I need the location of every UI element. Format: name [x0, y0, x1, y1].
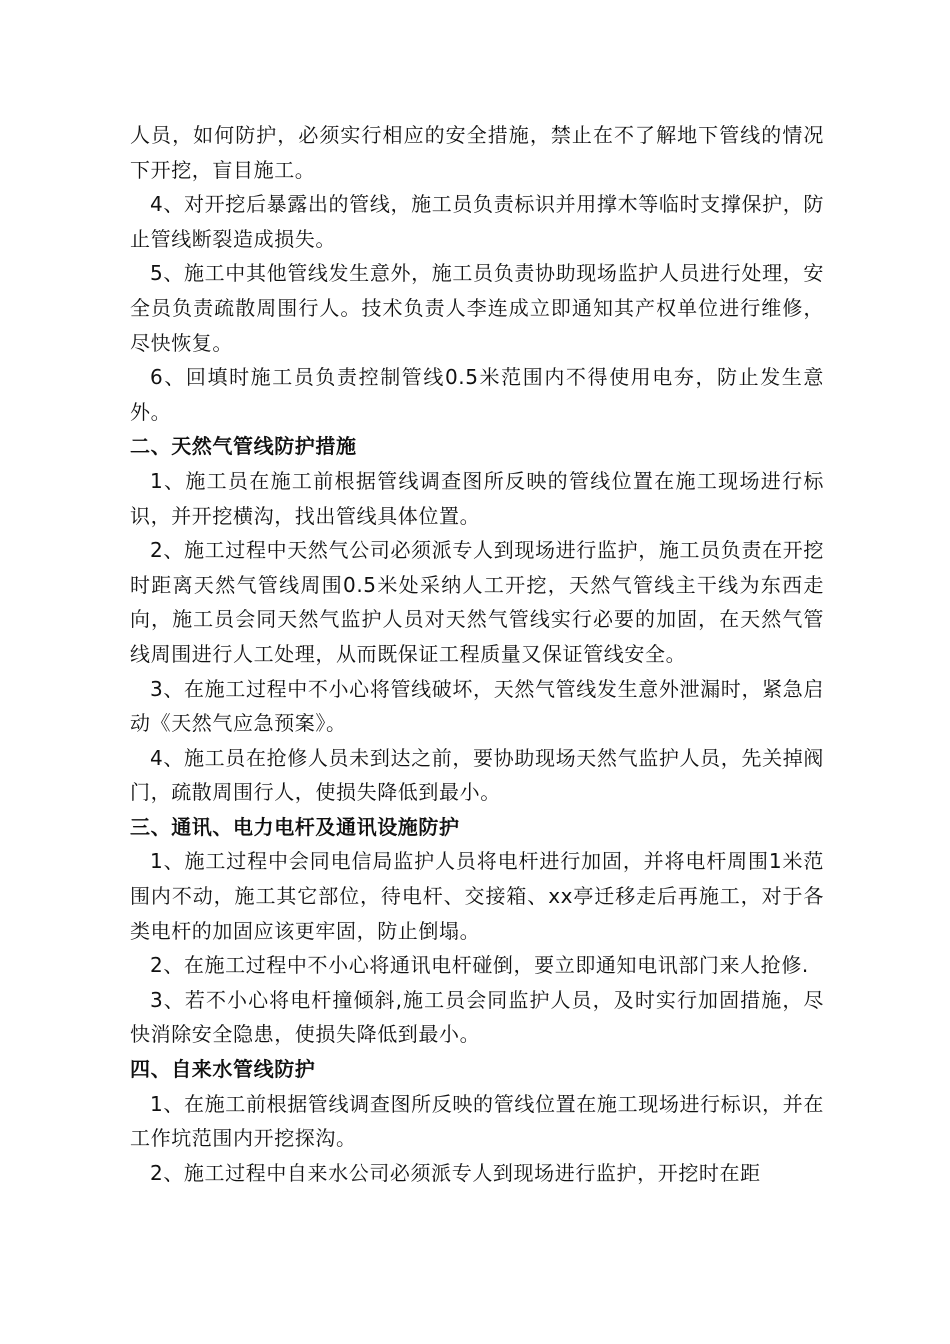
paragraph: 人员，如何防护，必须实行相应的安全措施，禁止在不了解地下管线的情况下开挖，盲目施工。	[130, 123, 824, 182]
paragraph: 2、在施工过程中不小心将通讯电杆碰倒，要立即通知电讯部门来人抢修.	[150, 953, 809, 978]
paragraph: 1、在施工前根据管线调查图所反映的管线位置在施工现场进行标识，并在工作坑范围内开挖探沟。	[130, 1091, 824, 1151]
paragraph: 5、施工中其他管线发生意外，施工员负责协助现场监护人员进行处理，安全员负责疏散周围行人。技术负责人李连成立即通知其产权单位进行维修，尽快恢复。	[130, 261, 824, 355]
paragraph: 2、施工过程中天然气公司必须派专人到现场进行监护，施工员负责在开挖时距离天然气管线周围0.5米处采纳人工开挖，天然气管线主干线为东西走向，施工员会同天然气监护人员对天然气管线实行必要的加固，在天然气管线周围进行人工处理，从而既保证工程质量又保证管线安全。	[130, 538, 824, 666]
paragraph: 1、施工员在施工前根据管线调查图所反映的管线位置在施工现场进行标识，并开挖横沟，找出管线具体位置。	[130, 468, 824, 528]
paragraph: 4、施工员在抢修人员未到达之前，要协助现场天然气监护人员，先关掉阀门，疏散周围行人，使损失降低到最小。	[130, 745, 824, 805]
paragraph: 3、若不小心将电杆撞倾斜,施工员会同监护人员，及时实行加固措施，尽快消除安全隐患，使损失降低到最小。	[130, 987, 824, 1047]
section-heading: 四、自来水管线防护	[130, 1057, 316, 1082]
paragraph: 6、回填时施工员负责控制管线0.5米范围内不得使用电夯，防止发生意外。	[130, 365, 824, 424]
paragraph: 3、在施工过程中不小心将管线破坏，天然气管线发生意外泄漏时，紧急启动《天然气应急预案》。	[130, 676, 824, 736]
paragraph: 4、对开挖后暴露出的管线，施工员负责标识并用撑木等临时支撑保护，防止管线断裂造成损失。	[130, 192, 824, 251]
paragraph: 1、施工过程中会同电信局监护人员将电杆进行加固，并将电杆周围1米范围内不动，施工其它部位，待电杆、交接箱、xx亭迁移走后再施工，对于各类电杆的加固应该更牢固，防止倒塌。	[130, 849, 824, 943]
document-body	[130, 118, 824, 1190]
section-heading: 二、天然气管线防护措施	[130, 434, 357, 459]
section-heading: 三、通讯、电力电杆及通讯设施防护	[130, 814, 460, 839]
paragraph: 2、施工过程中自来水公司必须派专人到现场进行监护，开挖时在距	[150, 1160, 761, 1185]
